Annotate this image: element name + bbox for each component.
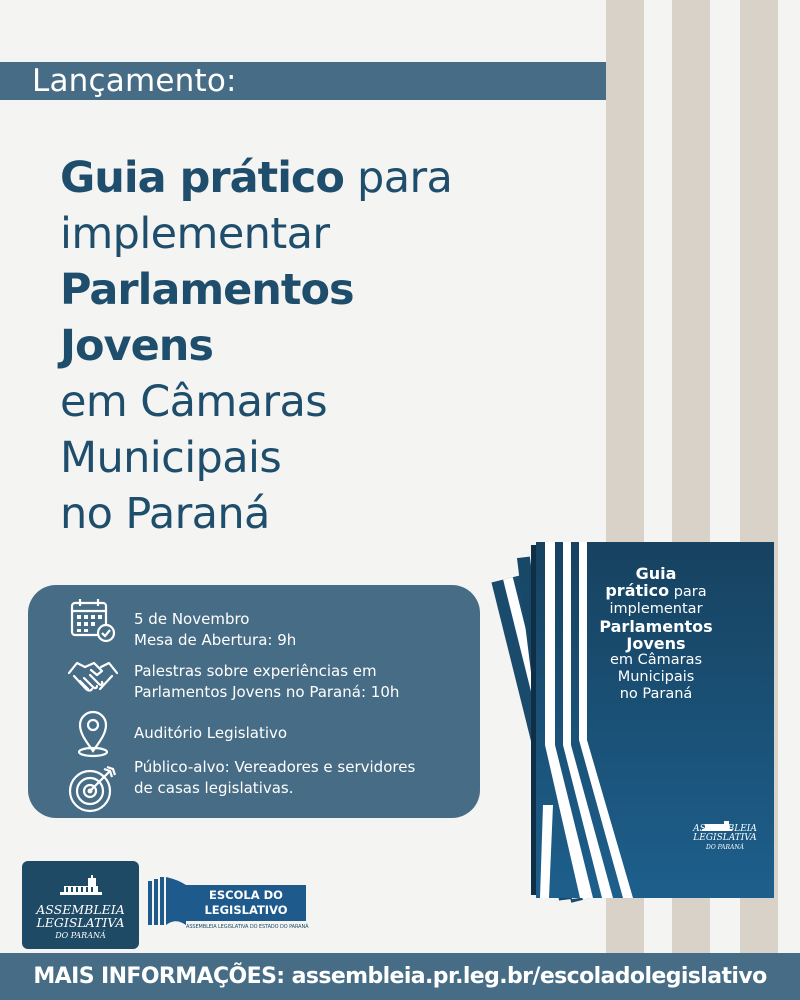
book-logo-line-3: DO PARANÁ — [706, 844, 744, 851]
book-line-7: Municipais — [617, 669, 695, 685]
book-line-5: Jovens — [626, 634, 686, 653]
book-cover-title — [536, 565, 776, 703]
headline-rest-1: para — [343, 153, 453, 203]
location-pin-icon — [66, 707, 120, 759]
escola-line-2: LEGISLATIVO — [204, 903, 288, 917]
headline-line-2: implementar — [60, 209, 330, 259]
target-icon — [66, 763, 120, 815]
date-text — [134, 609, 296, 651]
book-line-2-bold: prático — [605, 581, 670, 600]
talks-text — [134, 661, 399, 703]
footer-label: MAIS INFORMAÇÕES: — [33, 964, 285, 989]
handshake-icon — [66, 651, 120, 703]
talks-line-1: Palestras sobre experiências em — [134, 662, 377, 680]
escola-legislativo-logo — [148, 877, 310, 943]
audience-line-1: Público-alvo: Vereadores e servidores — [134, 758, 416, 776]
book-logo-line-2: LEGISLATIVA — [693, 833, 757, 843]
talks-line-2: Parlamentos Jovens no Paraná: 10h — [134, 683, 400, 701]
calendar-check-icon — [66, 595, 120, 647]
alep-logo-line-3: DO PARANÁ — [55, 931, 106, 940]
book-line-4: Parlamentos — [599, 617, 713, 636]
building-icon — [60, 875, 102, 899]
footer-url-link[interactable]: assembleia.pr.leg.br/escoladolegislativo — [291, 964, 767, 989]
footer-bar — [0, 953, 800, 1000]
book-line-8: no Paraná — [619, 686, 693, 702]
book-line-2 — [536, 582, 776, 601]
book-cover-logo — [690, 825, 760, 852]
book-line-6: em Câmaras — [609, 652, 703, 668]
event-info-box — [28, 585, 480, 818]
headline-line-3: Parlamentos — [60, 265, 354, 315]
audience-line-2: de casas legislativas. — [134, 779, 294, 797]
book-line-3: implementar — [609, 601, 703, 617]
book-line-2-rest: para — [669, 584, 707, 600]
date-line-1: 5 de Novembro — [134, 610, 250, 628]
headline — [60, 150, 530, 542]
alep-logo-line-2: LEGISLATIVA — [36, 915, 125, 930]
location-text: Auditório Legislativo — [134, 724, 288, 742]
headline-line-1 — [60, 150, 530, 206]
launch-banner — [0, 62, 606, 100]
headline-line-6: Municipais — [60, 433, 282, 483]
book-line-1: Guia — [635, 564, 677, 583]
alep-logo-line-1: ASSEMBLEIA — [36, 902, 125, 917]
headline-bold-1: Guia prático — [60, 153, 344, 203]
escola-subtitle: ASSEMBLEIA LEGISLATIVA DO ESTADO DO PARANÁ — [186, 924, 309, 930]
book-logo-line-1: ASSEMBLEIA — [693, 824, 757, 834]
headline-line-7: no Paraná — [60, 489, 270, 539]
book-icon — [148, 877, 186, 929]
date-line-2: Mesa de Abertura: 9h — [134, 631, 297, 649]
headline-line-5: em Câmaras — [60, 377, 328, 427]
audience-text — [134, 757, 415, 799]
assembleia-logo — [22, 861, 139, 949]
escola-title-box — [186, 885, 306, 921]
headline-line-4: Jovens — [60, 321, 213, 371]
launch-label: Lançamento: — [32, 63, 237, 99]
escola-line-1: ESCOLA DO — [209, 888, 283, 902]
